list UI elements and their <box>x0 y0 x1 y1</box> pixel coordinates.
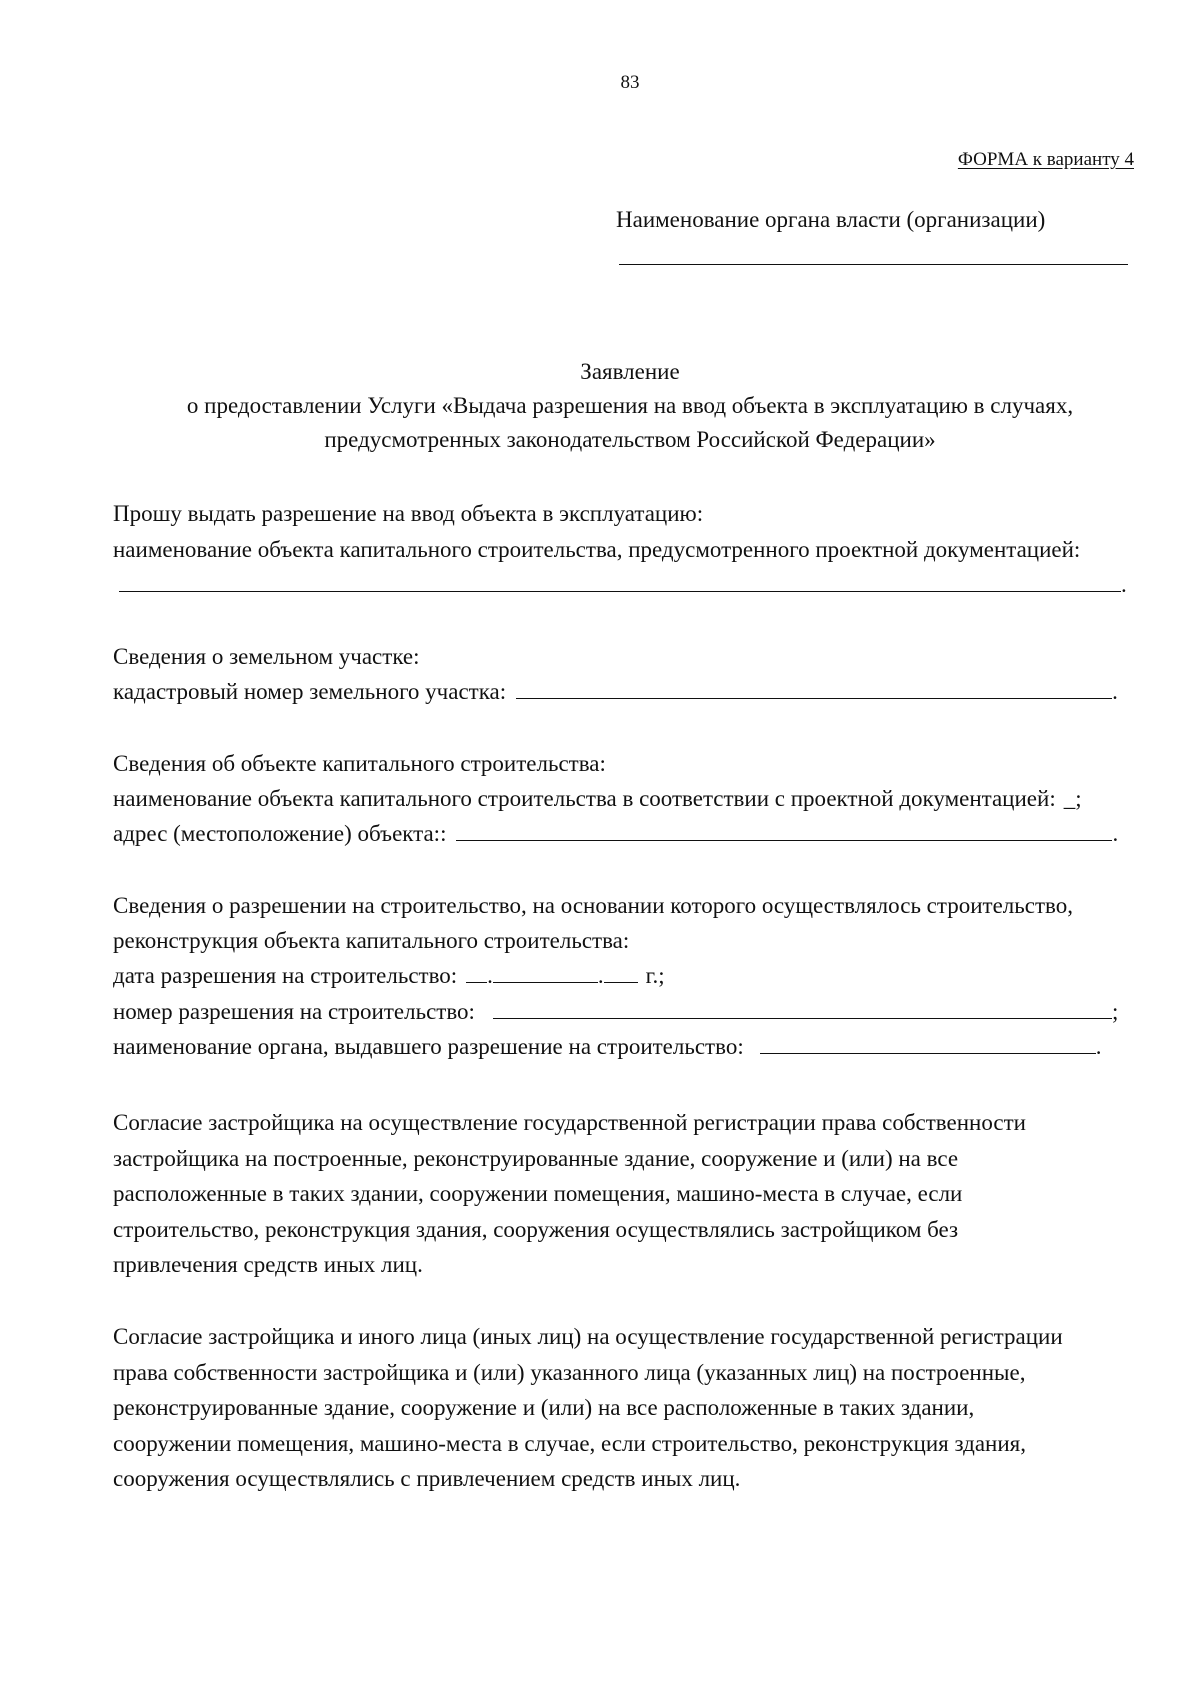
permit-date-label: дата разрешения на строительство: <box>113 963 458 988</box>
capital-object-name-field[interactable]: _; <box>1063 786 1082 811</box>
organization-name-field[interactable] <box>619 264 1128 265</box>
cadastral-label: кадастровый номер земельного участка: <box>113 679 507 704</box>
permit-authority-row <box>113 1030 1101 1064</box>
consent-developer-paragraph <box>113 1105 1143 1283</box>
capital-object-heading: Сведения об объекте капитального строительства: <box>113 751 606 776</box>
permit-date-month-field[interactable] <box>493 962 598 983</box>
address-field[interactable] <box>456 820 1112 841</box>
permit-date-row <box>113 959 665 993</box>
consent-joint-line: сооружения осуществлялись с привлечением средств иных лиц. <box>113 1466 741 1491</box>
consent-developer-line: Согласие застройщика на осуществление государственной регистрации права собственности <box>113 1110 1026 1135</box>
permit-date-sep2: . <box>597 963 604 988</box>
consent-joint-paragraph <box>113 1319 1143 1497</box>
permit-date-day-field[interactable] <box>466 962 487 983</box>
cadastral-end: . <box>1112 679 1118 704</box>
consent-joint-line: права собственности застройщика и (или) указанного лица (указанных лиц) на построенные, <box>113 1359 1026 1385</box>
document-title: Заявление <box>580 359 680 384</box>
land-heading: Сведения о земельном участке: <box>113 644 420 669</box>
address-label: адрес (местоположение) объекта:: <box>113 821 447 846</box>
permit-date-year-field[interactable] <box>604 962 638 983</box>
permit-authority-field[interactable] <box>760 1033 1096 1054</box>
consent-joint-line: сооружении помещения, машино-места в случае, если строительство, реконструкция здания, <box>113 1430 1027 1456</box>
consent-developer-line: строительство, реконструкция здания, сооружения осуществлялись застройщиком без <box>113 1216 959 1242</box>
consent-developer-line: привлечения средств иных лиц. <box>113 1252 423 1277</box>
object-name-label: наименование объекта капитального строительства, предусмотренного проектной документацией: <box>113 537 1081 562</box>
permit-authority-label: наименование органа, выдавшего разрешение на строительство: <box>113 1034 744 1059</box>
organization-caption: Наименование органа власти (организации) <box>616 207 1046 232</box>
permit-authority-end: . <box>1095 1034 1102 1059</box>
cadastral-row <box>113 675 1118 709</box>
capital-object-name-label: наименование объекта капитального строительства в соответствии с проектной документацией: <box>113 786 1056 811</box>
permit-number-end: ; <box>1111 999 1119 1024</box>
permit-date-suffix: г.; <box>645 963 665 988</box>
consent-joint-line: Согласие застройщика и иного лица (иных лиц) на осуществление государственной регистрации <box>113 1324 1063 1349</box>
consent-developer-line: застройщика на построенные, реконструированные здание, сооружение и (или) на все <box>113 1145 959 1171</box>
cadastral-number-field[interactable] <box>516 678 1112 699</box>
permit-heading-line1: Сведения о разрешении на строительство, на основании которого осуществлялось строительство, <box>113 893 1073 918</box>
address-row <box>113 817 1118 851</box>
object-name-field[interactable] <box>119 571 1121 592</box>
permit-number-field[interactable] <box>493 998 1112 1019</box>
consent-joint-line: реконструированные здание, сооружение и (или) на все расположенные в таких здании, <box>113 1395 975 1420</box>
object-name-row <box>119 568 1127 602</box>
form-reference: ФОРМА к варианту 4 <box>957 149 1134 170</box>
permit-number-label: номер разрешения на строительство: <box>113 999 475 1024</box>
permit-date-sep1: . <box>487 963 493 988</box>
permit-heading-line2: реконструкция объекта капитального строительства: <box>113 928 630 953</box>
permit-number-row <box>113 995 1118 1029</box>
address-end: . <box>1112 821 1119 846</box>
request-intro: Прошу выдать разрешение на ввод объекта в эксплуатацию: <box>113 501 704 526</box>
consent-developer-line: расположенные в таких здании, сооружении помещения, машино-места в случае, если <box>113 1181 963 1206</box>
page-number: 83 <box>620 72 640 93</box>
capital-object-name-row <box>113 782 1082 816</box>
object-name-end: . <box>1121 572 1127 597</box>
document-subtitle: о предоставлении Услуги «Выдача разрешения на ввод объекта в эксплуатацию в случаях, предусмотренных законодательством Российской Федерации» <box>186 393 1074 452</box>
